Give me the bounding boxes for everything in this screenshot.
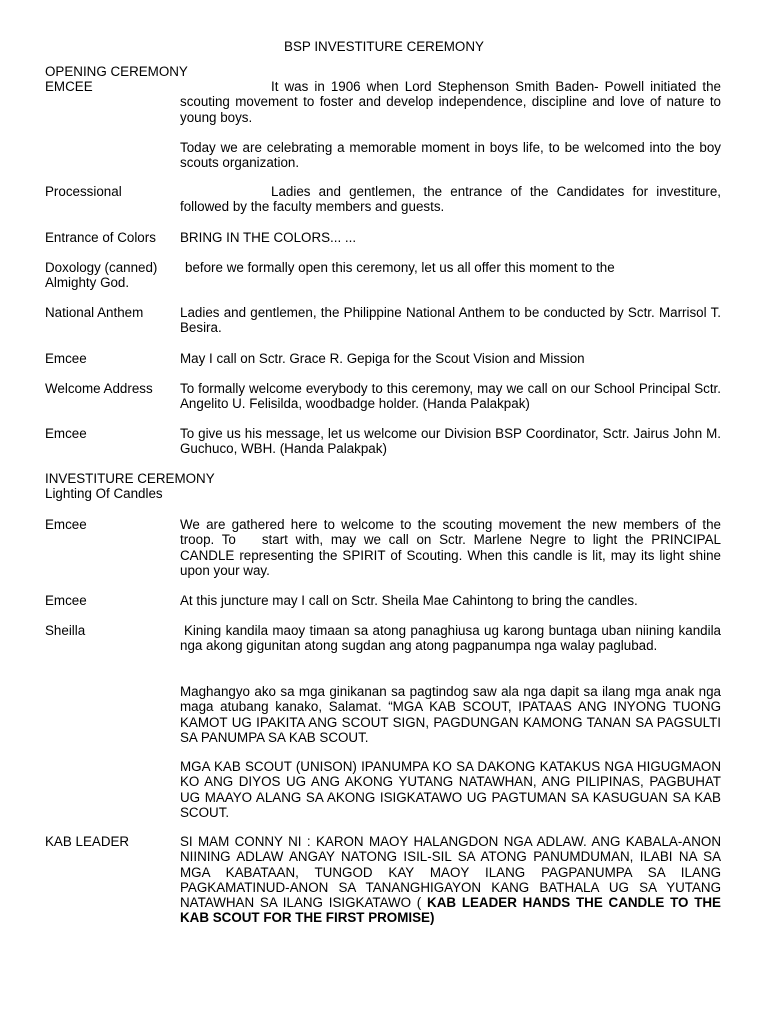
emcee2-label: Emcee bbox=[45, 351, 87, 366]
doxology-text: before we formally open this ceremony, let us all offer this moment to the bbox=[185, 260, 615, 275]
emcee3-text: To give us his message, let us welcome our Division BSP Coordinator, Sctr. Jairus John M. Guchuco, WBH. (Handa Palakpak) bbox=[180, 426, 721, 457]
emcee5-text: At this juncture may I call on Sctr. Sheila Mae Cahintong to bring the candles. bbox=[180, 593, 638, 608]
emcee1-paragraph-2: Today we are celebrating a memorable moment in boys life, to be welcomed into the boy scouts organization. bbox=[180, 140, 721, 171]
colors-label: Entrance of Colors bbox=[45, 230, 156, 245]
kab-leader-label: KAB LEADER bbox=[45, 834, 130, 849]
sheilla-paragraph-3: MGA KAB SCOUT (UNISON) IPANUMPA KO SA DAKONG KATAKUS NGA HIGUGMAON KO ANG DIYOS UG ANG AKONG YUTANG NATAWHAN, ANG PILIPINAS, PAGBUHAT UG MAAYO ALANG SA AKONG ISIGKATAWO UG PAGTUMAN SA KASUGUAN SA KAB SCOUT. bbox=[180, 759, 721, 820]
kab-leader-paragraph bbox=[180, 834, 721, 926]
processional-label: Processional bbox=[45, 184, 122, 199]
colors-text: BRING IN THE COLORS... ... bbox=[180, 230, 357, 245]
emcee1-label: EMCEE bbox=[45, 79, 93, 94]
sheilla-label: Sheilla bbox=[45, 623, 86, 638]
anthem-text: Ladies and gentlemen, the Philippine National Anthem to be conducted by Sctr. Marrisol T. Besira. bbox=[180, 305, 721, 336]
welcome-text: To formally welcome everybody to this ceremony, may we call on our School Principal Sctr. Angelito U. Felisilda, woodbadge holder. (Handa Palakpak) bbox=[180, 381, 721, 412]
emcee1-paragraph-1: It was in 1906 when Lord Stephenson Smith Baden- Powell initiated the scouting movement to foster and develop independence, discipline and love of nature to young boys. bbox=[180, 79, 721, 125]
sheilla-paragraph-2: Maghangyo ako sa mga ginikanan sa pagtindog saw ala nga dapit sa ilang mga anak nga maga atubang kanako, Salamat. “MGA KAB SCOUT, IPATAAS ANG INYONG TUONG KAMOT UG IPAKITA ANG SCOUT SIGN, PAGDUNGAN KAMONG TANAN SA PAGSULTI SA PANUMPA SA KAB SCOUT. bbox=[180, 684, 721, 745]
sheilla-paragraph-1: Kining kandila maoy timaan sa atong panaghiusa ug karong buntaga uban niining kandila nga akong gigunitan atong sugdan ang atong pagpanumpa nga walay paglubad. bbox=[180, 623, 721, 654]
kab-leader-text: SI MAM CONNY NI : KARON MAOY HALANGDON NGA ADLAW. ANG KABALA-ANON NIINING ADLAW ANGAY NATONG ISIL-SIL SA ATONG PANUMDUMAN, ILABI NA SA MGA KABATAAN, TUNGOD KAY MAOY ILANG PAGPANUMPA SA ILANG PAGKAMATINUD-ANON SA TANANGHIGAYON KANG BATHALA UG SA YUTANG NATAWHAN SA ILANG ISIGKATAWO ( bbox=[180, 834, 721, 911]
processional-text: Ladies and gentlemen, the entrance of the Candidates for investiture, followed by the faculty members and guests. bbox=[180, 184, 721, 215]
emcee5-label: Emcee bbox=[45, 593, 87, 608]
document-title: BSP INVESTITURE CEREMONY bbox=[284, 39, 484, 54]
kab-leader-bold-instruction: KAB LEADER HANDS THE CANDLE TO THE KAB SCOUT FOR THE FIRST PROMISE) bbox=[180, 895, 721, 926]
emcee3-label: Emcee bbox=[45, 426, 87, 441]
doxology-label: Doxology (canned) bbox=[45, 260, 158, 275]
doxology-block bbox=[45, 260, 721, 275]
opening-heading: OPENING CEREMONY bbox=[45, 64, 188, 79]
emcee4-text-a: We are gathered here to welcome to the scouting movement the new members of the troop. To bbox=[180, 517, 721, 548]
emcee4-label: Emcee bbox=[45, 517, 87, 532]
emcee4-paragraph bbox=[180, 517, 721, 578]
welcome-label: Welcome Address bbox=[45, 381, 153, 396]
emcee4-text-b: start with, may we call on Sctr. Marlene Negre to light the PRINCIPAL CANDLE representing the SPIRIT of Scouting. When this candle is lit, may its light shine upon your way. bbox=[180, 532, 721, 578]
investiture-heading: INVESTITURE CEREMONY bbox=[45, 471, 215, 486]
candles-heading: Lighting Of Candles bbox=[45, 486, 163, 501]
anthem-label: National Anthem bbox=[45, 305, 144, 320]
doxology-text-continued: Almighty God. bbox=[45, 275, 130, 290]
emcee2-text: May I call on Sctr. Grace R. Gepiga for the Scout Vision and Mission bbox=[180, 351, 585, 366]
